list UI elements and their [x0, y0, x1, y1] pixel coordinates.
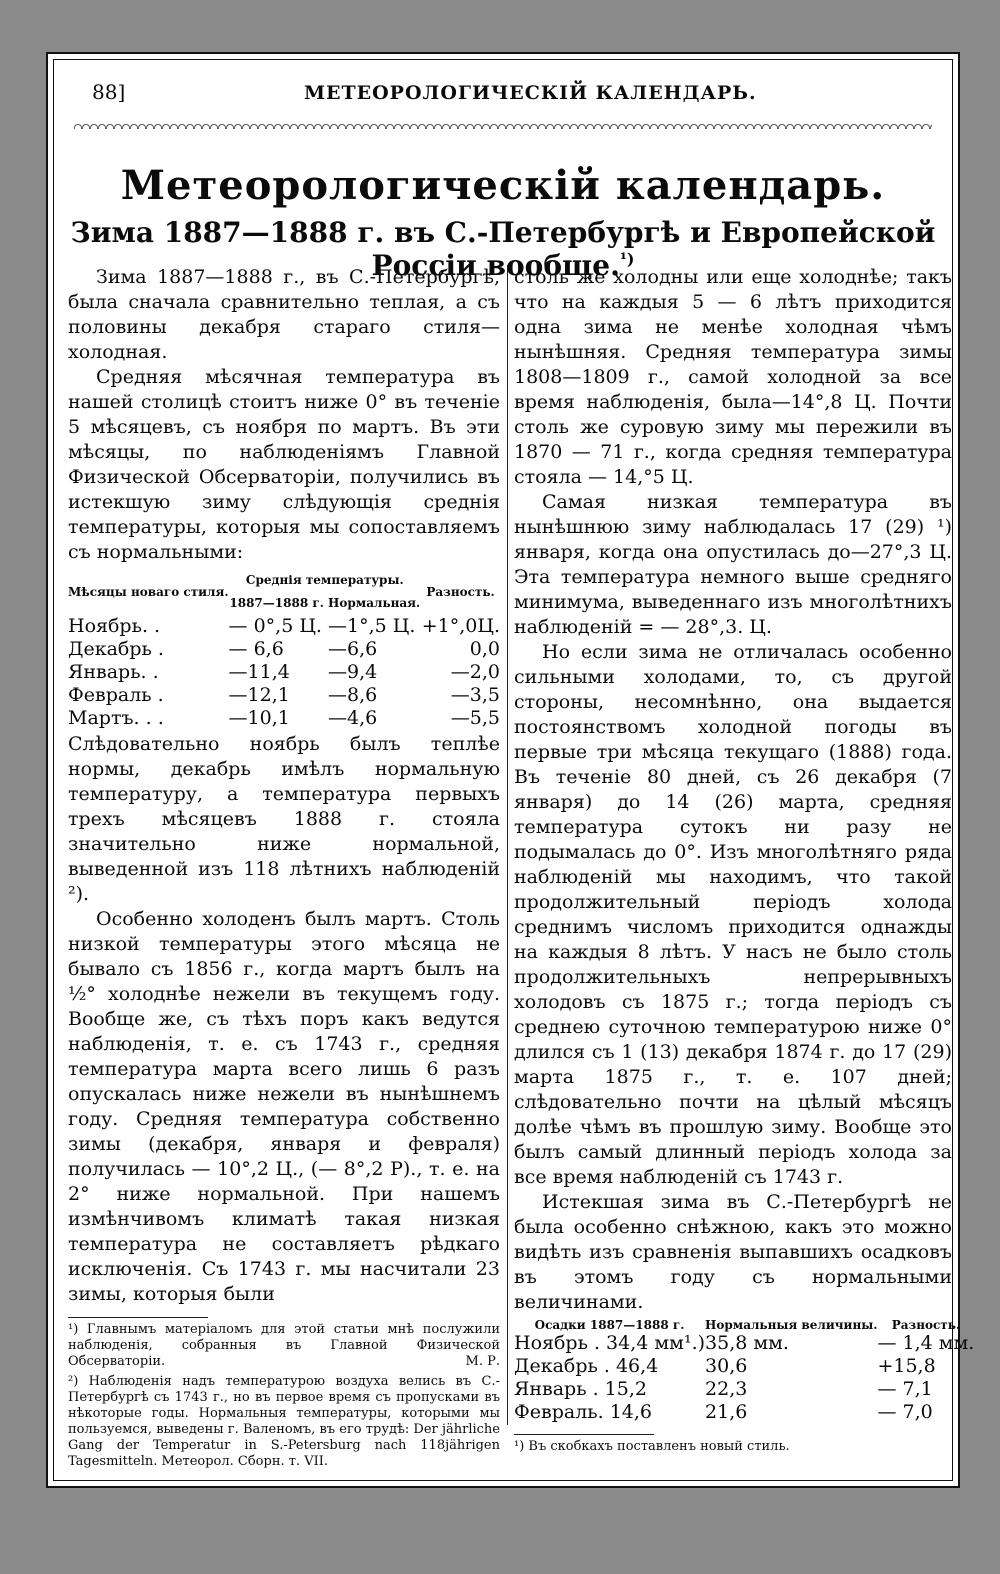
th-diff: Разность. — [426, 584, 495, 599]
cell-normal: —8,6 — [328, 684, 378, 706]
temperature-table — [68, 569, 500, 730]
page — [46, 52, 975, 1488]
precipitation-table-header — [514, 1319, 974, 1332]
cell-normal: 30,6 — [705, 1355, 748, 1377]
subtitle-footnote-mark: ¹) — [619, 249, 635, 269]
cell-normal: —1°,5 Ц. — [328, 615, 416, 637]
table-row — [514, 1378, 974, 1401]
cell-month: Ноябрь. . — [68, 615, 161, 637]
cell-month: Мартъ. . . — [68, 707, 164, 729]
footnote-1-text: ¹) Главнымъ матеріаломъ для этой статьи мнѣ послужили наблюденія, собранныя въ Главной Физической Обсерваторіи. — [68, 1322, 500, 1369]
page-frame — [53, 59, 975, 1481]
cell-normal: —6,6 — [328, 638, 378, 660]
left-paragraph-1: Зима 1887—1888 г., въ С.-Петербургѣ, была сначала сравнительно теплая, а съ половины декабря стараго стиля—холодная. — [68, 266, 500, 363]
cell-diff: —5,5 — [450, 707, 500, 729]
column-separator — [507, 265, 508, 1425]
page-number: 88] — [92, 80, 126, 104]
table-row — [68, 638, 500, 661]
th-normal: Нормальныя величины. — [705, 1318, 878, 1332]
right-paragraph-1: столь же холодны или еще холоднѣе; такъ что на каждыя 5 — 6 лѣтъ приходится одна зима не менѣе холодная чѣмъ нынѣшняя. Средняя температура зимы 1808—1809 г., самой холодной за все время наблюденія, была—14°,8 Ц. Почти столь же суровую зиму мы пережили въ 1870 — 71 г., когда средняя температура стояла — 14,°5 Ц. — [514, 266, 952, 488]
precipitation-table — [514, 1319, 974, 1424]
cell-1887: — 6,6 — [228, 638, 284, 660]
table-row — [68, 615, 500, 638]
cell-month: Январь. . — [68, 661, 159, 683]
th-avg-cell — [229, 569, 422, 615]
right-footnote-1: ¹) Въ скобкахъ поставленъ новый стиль. — [514, 1439, 790, 1454]
cell-month: Декабрь . — [68, 638, 164, 660]
cell-diff: — 1,4 мм. — [877, 1332, 975, 1354]
th-years: 1887—1888 г. Нормальная. — [229, 596, 421, 610]
th-months: Мѣсяцы новаго стиля. — [68, 584, 229, 599]
cell-diff: — 7,0 — [877, 1401, 933, 1423]
cell-diff: —3,5 — [450, 684, 500, 706]
table-row — [68, 661, 500, 684]
left-paragraph-4: Особенно холоденъ былъ мартъ. Столь низкой температуры этого мѣсяца не бывало съ 1856 г., когда мартъ былъ на ½° холоднѣе нежели въ текущемъ году. Вообще же, съ тѣхъ поръ какъ ведутся наблюденія, т. е. съ 1743 г., средняя температура марта всего лишь 6 разъ опускалась ниже нежели въ нынѣшнемъ году. Средняя температура собственно зимы (декабря, января и февраля) получилась — 10°,2 Ц., (— 8°,2 Р)., т. е. на 2° ниже нормальной. При нашемъ измѣнчивомъ климатѣ такая низкая температура не составляетъ рѣдкаго исключенія. Съ 1743 г. мы насчитали 23 зимы, которыя были — [68, 908, 500, 1305]
cell-diff: +1°,0Ц. — [421, 615, 500, 637]
footnote-1-signature: М. Р. — [465, 1354, 500, 1369]
cell-month-precip: Февраль. 14,6 — [514, 1401, 653, 1423]
subtitle-text: Зима 1887—1888 г. въ С.-Петербургѣ и Европейской Россіи вообще. — [70, 216, 936, 282]
cell-1887: — 0°,5 Ц. — [228, 615, 322, 637]
cell-normal: 22,3 — [705, 1378, 748, 1400]
right-column — [514, 265, 975, 1455]
cell-normal: 21,6 — [705, 1401, 748, 1423]
right-paragraph-4: Истекшая зима въ С.-Петербургѣ не была особенно снѣжною, какъ это можно видѣть изъ сравненія выпавшихъ осадковъ въ этомъ году съ нормальными величинами. — [514, 1191, 952, 1313]
footnote-rule — [68, 1317, 208, 1318]
cell-month: Февраль . — [68, 684, 164, 706]
cell-month-precip: Декабрь . 46,4 — [514, 1355, 659, 1377]
footnote-2: ²) Наблюденія надъ температурою воздуха велись въ С.-Петербургѣ съ 1743 г., но въ первое время съ пропусками въ нѣкоторые годы. Нормальныя температуры, которыми мы пользуемся, выведены г. Валеномъ, въ его трудѣ: Der jährliche Gang der Temperatur in S.-Petersburg nach 118jährigen Tagesmitteln. Метеорол. Сборн. т. VII. — [68, 1374, 500, 1469]
table-row — [514, 1332, 974, 1355]
table-row — [68, 707, 500, 730]
footnote-rule — [514, 1434, 654, 1435]
cell-diff: — 7,1 — [877, 1378, 933, 1400]
cell-diff: —2,0 — [450, 661, 500, 683]
cell-normal: 35,8 мм. — [705, 1332, 789, 1354]
article-title: Метеорологическій календарь. — [120, 162, 886, 209]
table-row — [514, 1355, 974, 1378]
th-prec-diff: Разность. — [891, 1318, 961, 1332]
right-paragraph-3: Но если зима не отличалась особенно сильными холодами, то, съ другой стороны, несомнѣнно, она выдается постоянствомъ холодной погоды въ первые три мѣсяца текущаго (1888) года. Въ теченіе 80 дней, съ 26 декабря (7 января) до 14 (26) марта, средняя температура сутокъ ни разу не подымалась до 0°. Изъ многолѣтняго ряда наблюденій мы находимъ, что такой продолжительный періодъ холода среднимъ числомъ приходится однажды на каждыя 8 лѣтъ. У насъ не было столь продолжительныхъ непрерывныхъ холодовъ съ 1875 г.; тогда періодъ съ среднею суточною температурою ниже 0° длился съ 1 (13) декабря 1874 г. до 17 (29) марта 1875 г., т. е. 107 дней; слѣдовательно почти на цѣлый мѣсяцъ долѣе чѣмъ въ прошлую зиму. Вообще это былъ самый длинный періодъ холода за все время наблюденій съ 1743 г. — [514, 641, 952, 1188]
footnote-1 — [68, 1322, 500, 1370]
right-paragraph-2: Самая низкая температура въ нынѣшнюю зиму наблюдалась 17 (29) ¹) января, когда она опустилась до—27°,3 Ц. Эта температура немного выше средняго минимума, выведеннаго изъ многолѣтнихъ наблюденій = — 28°,3. Ц. — [514, 491, 952, 638]
th-precip: Осадки 1887—1888 г. — [534, 1318, 685, 1332]
cell-diff: +15,8 — [877, 1355, 936, 1377]
table-row — [514, 1401, 974, 1424]
cell-diff: 0,0 — [469, 638, 500, 660]
cell-1887: —10,1 — [228, 707, 290, 729]
th-avg: Среднія температуры. — [245, 573, 404, 587]
left-column — [68, 265, 500, 1470]
cell-month-precip: Ноябрь . 34,4 мм¹.) — [514, 1332, 706, 1354]
temperature-table-header — [68, 569, 500, 615]
cell-1887: —11,4 — [228, 661, 290, 683]
left-paragraph-2: Средняя мѣсячная температура въ нашей столицѣ стоитъ ниже 0° въ теченіе 5 мѣсяцевъ, съ ноября по мартъ. Въ эти мѣсяцы, по наблюденіямъ Главной Физической Обсерваторіи, получились въ истекшую зиму слѣдующія среднія температуры, которыя мы сопоставляемъ съ нормальными: — [68, 366, 500, 563]
cell-month-precip: Январь . 15,2 — [514, 1378, 647, 1400]
left-paragraph-3: Слѣдовательно ноябрь былъ теплѣе нормы, декабрь имѣлъ нормальную температуру, а температура первыхъ трехъ мѣсяцевъ 1888 г. стояла значительно ниже нормальной, выведенной изъ 118 лѣтнихъ наблюденій ²). — [68, 733, 500, 905]
cell-1887: —12,1 — [228, 684, 290, 706]
cell-normal: —9,4 — [328, 661, 378, 683]
running-head — [54, 80, 952, 110]
cell-normal: —4,6 — [328, 707, 378, 729]
running-title: МЕТЕОРОЛОГИЧЕСКІЙ КАЛЕНДАРЬ. — [304, 82, 757, 104]
ornamental-rule — [74, 121, 932, 129]
table-row — [68, 684, 500, 707]
